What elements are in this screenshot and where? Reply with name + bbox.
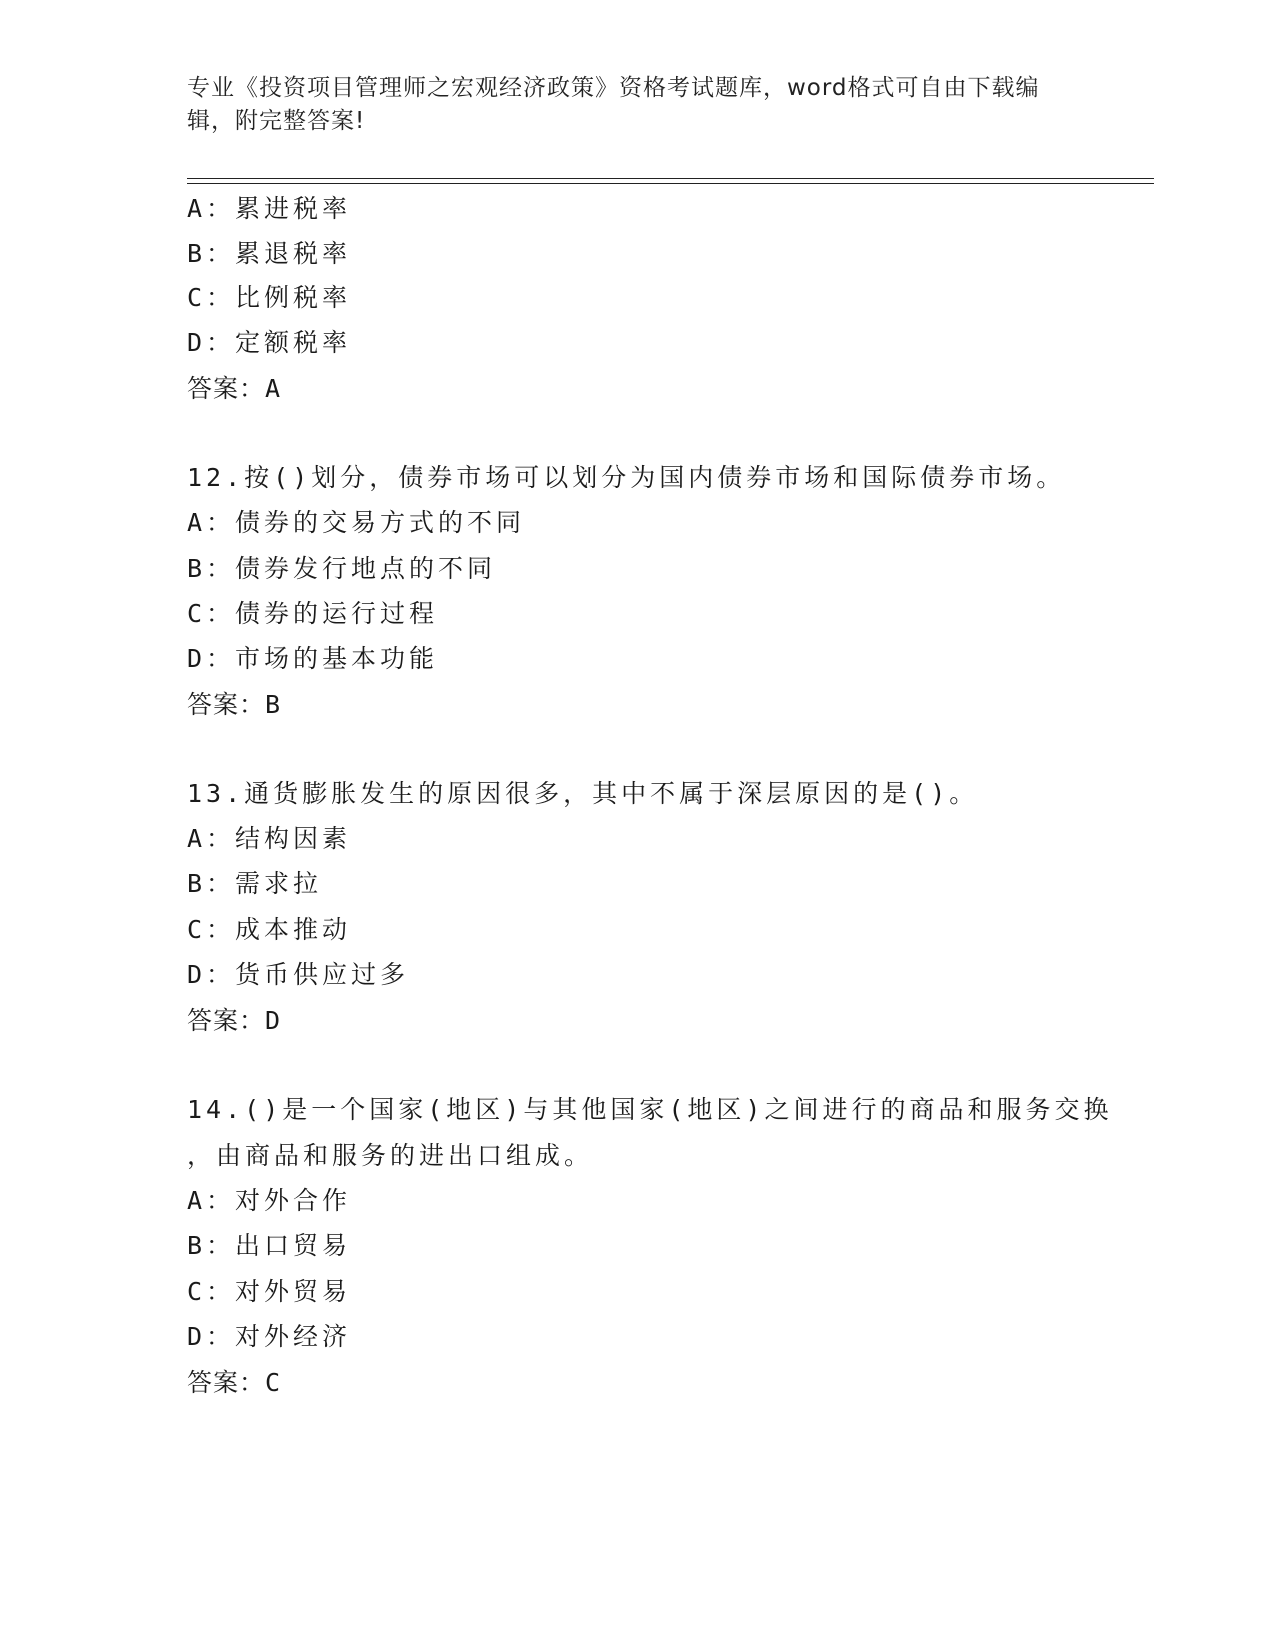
header-line-2: 辑，附完整答案! bbox=[187, 108, 366, 134]
q13-option-d: D：货币供应过多 bbox=[187, 960, 410, 989]
q11-option-a: A：累进税率 bbox=[187, 194, 352, 223]
q12-option-d: D：市场的基本功能 bbox=[187, 644, 439, 673]
q13-option-b: B：需求拉 bbox=[187, 869, 323, 898]
q13-option-c: C：成本推动 bbox=[187, 915, 352, 944]
q14-question-line-2: ，由商品和服务的进出口组成。 bbox=[187, 1141, 594, 1170]
q11-option-d: D：定额税率 bbox=[187, 328, 352, 357]
q12-option-b: B：债券发行地点的不同 bbox=[187, 554, 497, 583]
answer-value: D bbox=[265, 1006, 282, 1035]
q13-question: 13.通货膨胀发生的原因很多，其中不属于深层原因的是()。 bbox=[187, 779, 979, 808]
header-divider-bottom bbox=[187, 183, 1154, 184]
q14-question-line-1: 14.()是一个国家(地区)与其他国家(地区)之间进行的商品和服务交换 bbox=[187, 1095, 1113, 1124]
q11-option-c: C：比例税率 bbox=[187, 283, 352, 312]
q14-option-d: D：对外经济 bbox=[187, 1322, 352, 1351]
q11-answer bbox=[187, 373, 281, 405]
answer-label: 答案： bbox=[187, 1368, 266, 1397]
q12-option-a: A：债券的交易方式的不同 bbox=[187, 508, 526, 537]
q12-answer bbox=[187, 689, 281, 721]
q11-option-b: B：累退税率 bbox=[187, 239, 352, 268]
answer-value: C bbox=[265, 1368, 282, 1397]
header-line-1: 专业《投资项目管理师之宏观经济政策》资格考试题库，word格式可自由下载编 bbox=[187, 75, 1040, 101]
q14-answer bbox=[187, 1367, 281, 1399]
q13-option-a: A：结构因素 bbox=[187, 824, 352, 853]
q14-option-a: A：对外合作 bbox=[187, 1186, 352, 1215]
q14-option-b: B：出口贸易 bbox=[187, 1231, 352, 1260]
answer-value: B bbox=[265, 690, 282, 719]
q13-answer bbox=[187, 1005, 281, 1037]
q12-question: 12.按()划分，债券市场可以划分为国内债券市场和国际债券市场。 bbox=[187, 463, 1066, 492]
answer-value: A bbox=[265, 374, 282, 403]
document-header bbox=[187, 72, 1067, 138]
answer-label: 答案： bbox=[187, 690, 266, 719]
answer-label: 答案： bbox=[187, 1006, 266, 1035]
q14-option-c: C：对外贸易 bbox=[187, 1277, 352, 1306]
answer-label: 答案： bbox=[187, 374, 266, 403]
header-divider-top bbox=[187, 178, 1154, 179]
q12-option-c: C：债券的运行过程 bbox=[187, 599, 439, 628]
